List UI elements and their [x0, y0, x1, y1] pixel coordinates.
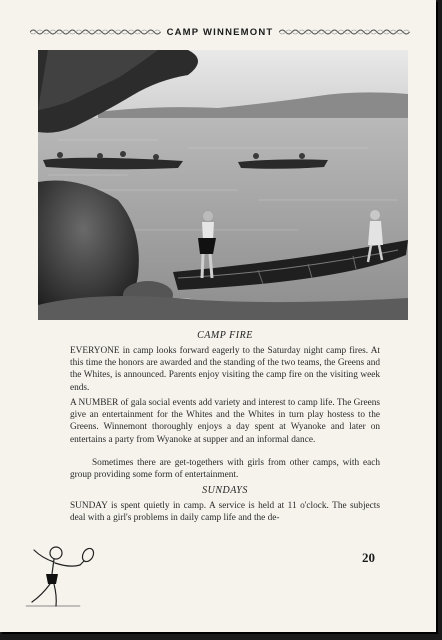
wave-ornament-icon [30, 28, 161, 36]
paragraph: Sometimes there are get-togethers with girls from other camps, with each group providing some form of entertainment. [70, 458, 380, 481]
page-number: 20 [362, 550, 375, 565]
section-heading-sundays: SUNDAYS [202, 485, 248, 496]
lake-canoe-photo [38, 50, 408, 320]
paragraph: EVERYONE in camp looks forward eagerly to the Saturday night camp fires. At this time the honors are awarded and the standing of the two teams, the Greens and the Whites, is announced. Parents enjoy visiting the camp fire on the visiting week ends. [70, 346, 380, 393]
section-heading-camp-fire: CAMP FIRE [197, 330, 253, 341]
paragraph: A NUMBER of gala social events add variety and interest to camp life. The Greens give an entertainment for the Whites and the Whites in turn play hostess to the Greens. Winnemont thoroughly enjoys a day spent at Wyanoke and later on entertains a party from Wyanoke at supper and an informal dance. [70, 398, 380, 445]
header-title: CAMP WINNEMONT [166, 26, 274, 38]
paragraph: SUNDAY is spent quietly in camp. A service is held at 11 o'clock. The subjects deal with a girl's problems in daily camp life and the de- [70, 501, 380, 524]
tennis-player-sketch [12, 540, 102, 618]
running-header [30, 24, 410, 40]
wave-ornament-icon [279, 28, 410, 36]
